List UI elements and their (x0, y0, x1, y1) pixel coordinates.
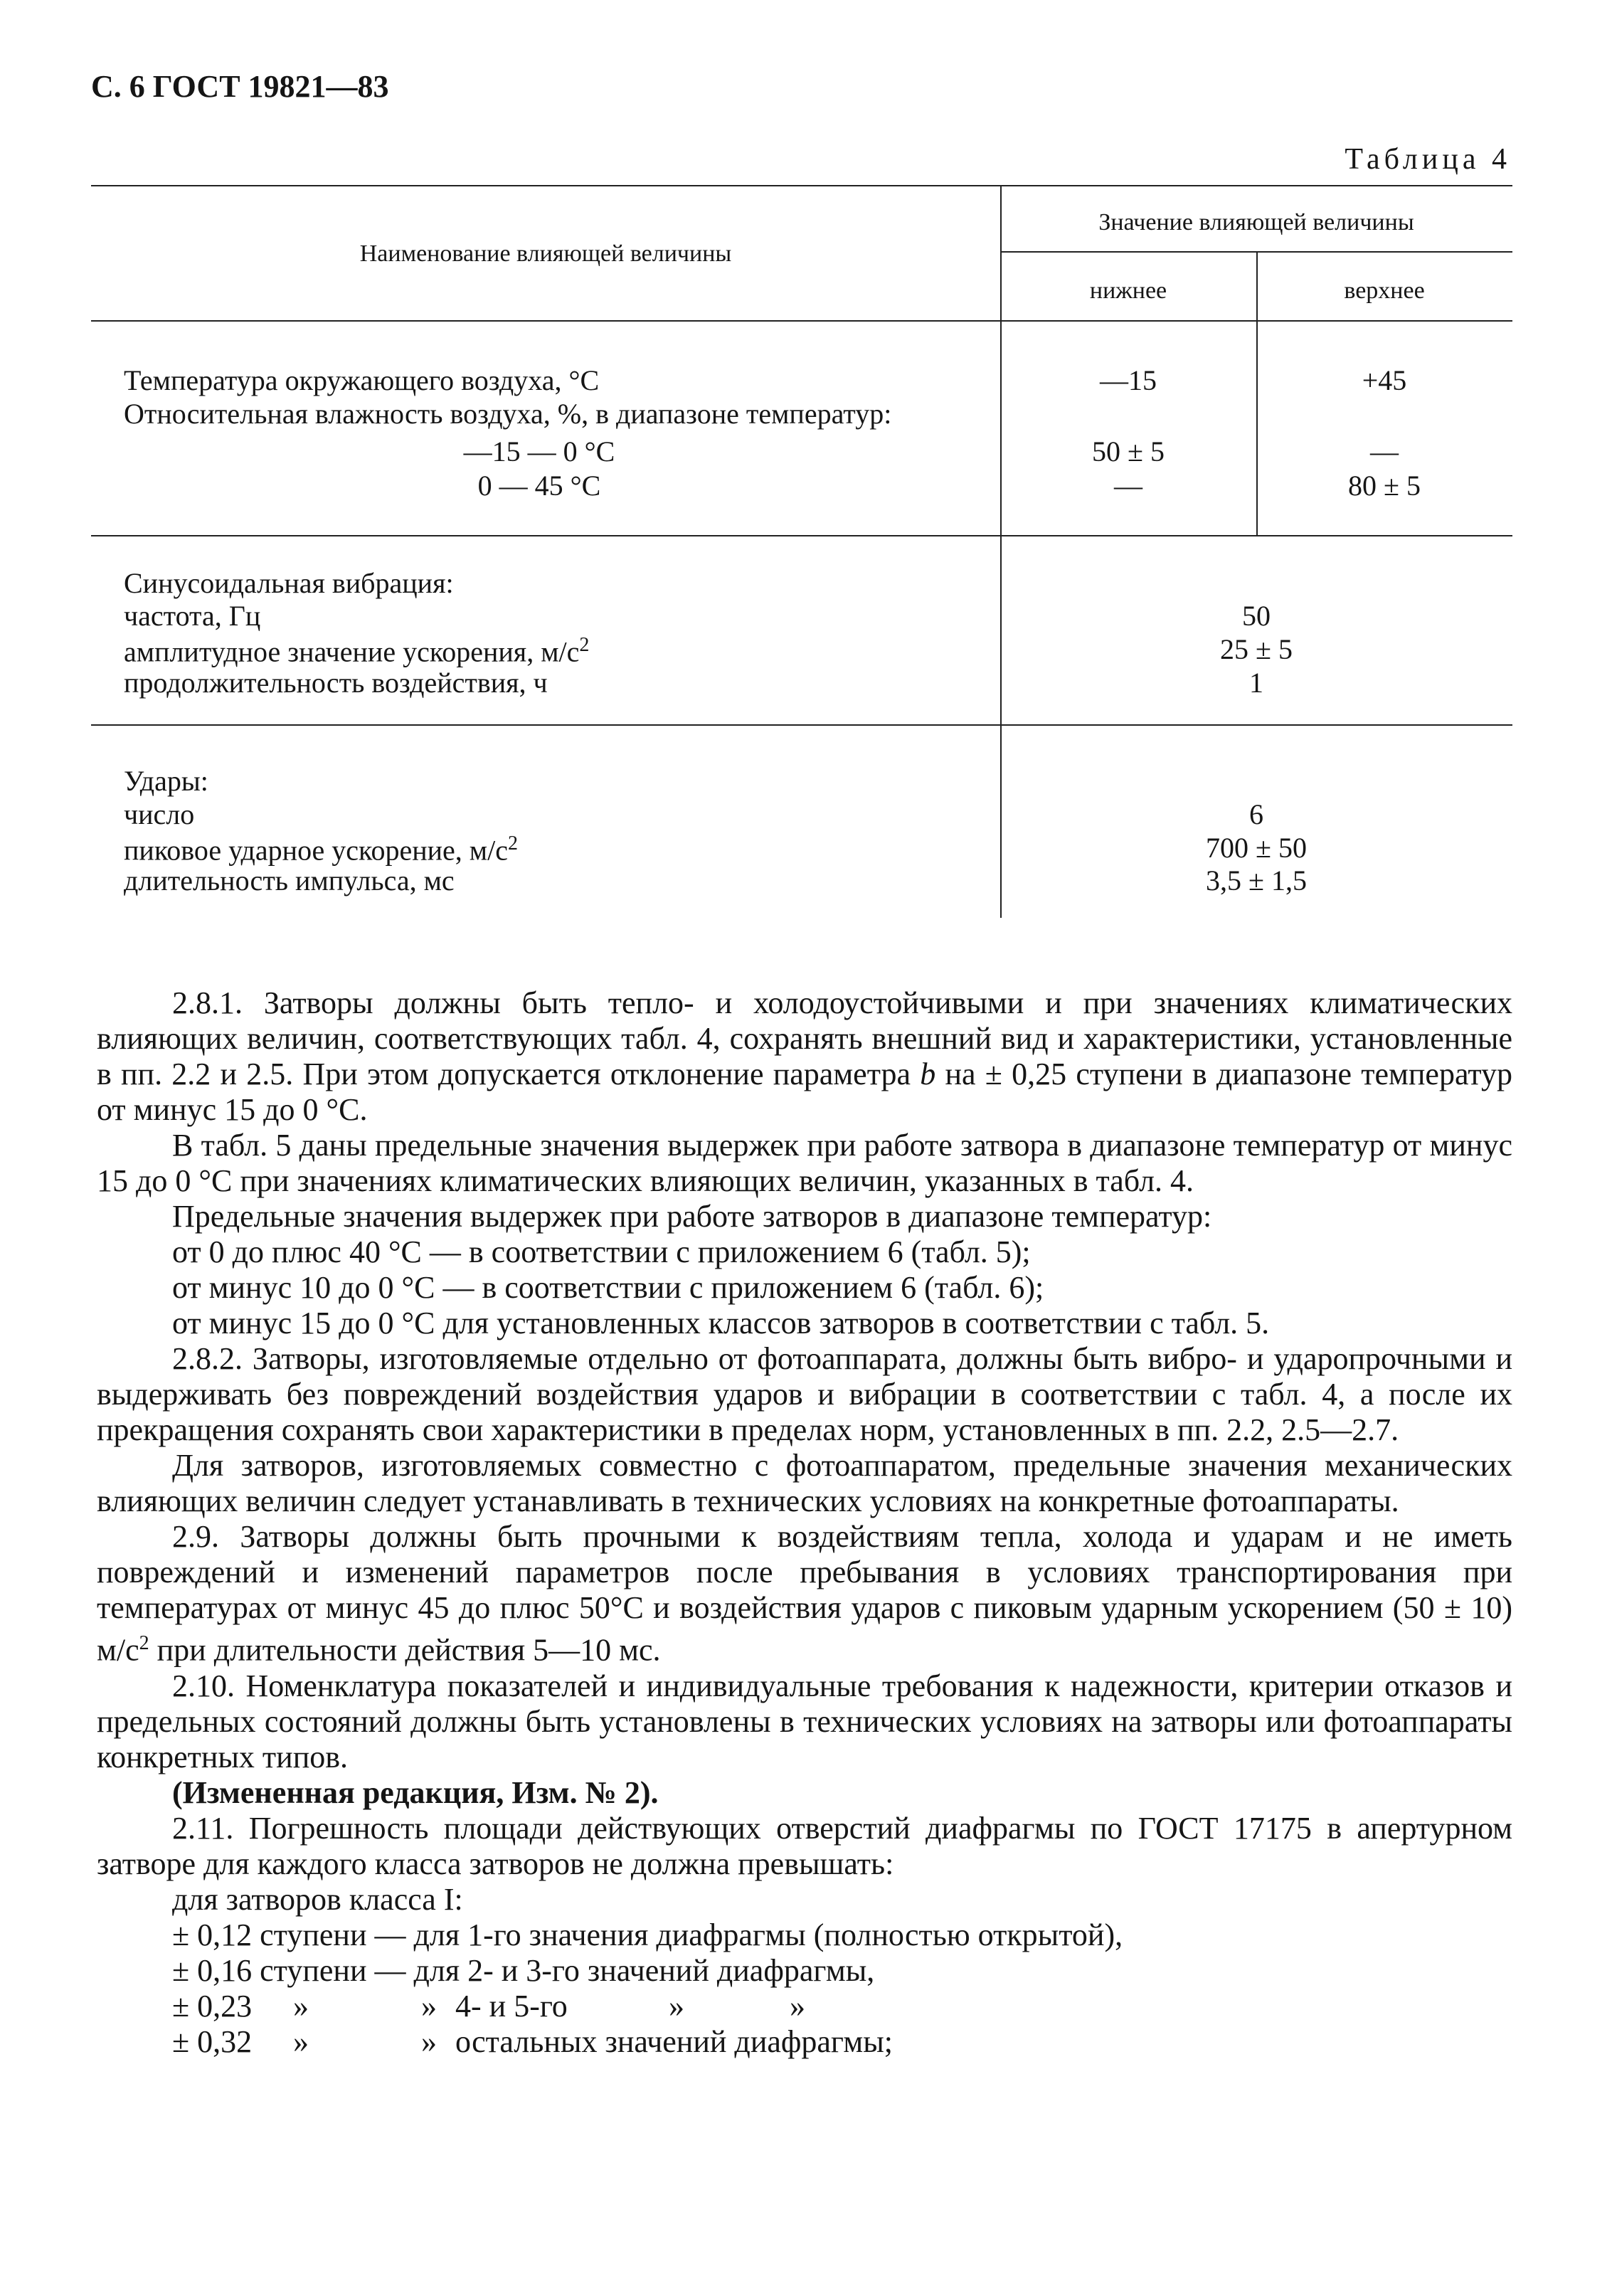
vibration-row-value: 50 (1242, 600, 1271, 632)
climate-row-lower: 50 ± 5 (1092, 435, 1165, 467)
paragraph-2-8-2: 2.8.2. Затворы, изготовляемые отдельно от фотоаппарата, должны быть вибро- и ударопрочными и выдерживать без повреждений воздействия ударов и вибрации в соответствии с табл. 4, а после их прекращения сохранять свои характеристики в пределах норм, установленных в пп. 2.2, 2.5—2.7. (97, 1341, 1512, 1447)
list-item: для затворов класса I: (172, 1881, 463, 1917)
climate-row-name: 0 — 45 °С (477, 470, 601, 502)
climate-row-upper: +45 (1362, 364, 1407, 396)
body-text (97, 985, 1512, 2060)
header-bottom-rule (91, 320, 1512, 322)
vibration-row-value: 25 ± 5 (1220, 633, 1293, 665)
column-divider (1000, 185, 1002, 918)
shocks-row-name: число (124, 798, 195, 830)
table-caption: Таблица 4 (1345, 143, 1511, 176)
paragraph: В табл. 5 даны предельные значения выдержек при работе затвора в диапазоне температур от минус 15 до 0 °С при значениях климатических влияющих величин, указанных в табл. 4. (97, 1128, 1512, 1198)
col-lower-header: нижнее (1089, 277, 1167, 304)
table-4 (91, 185, 1512, 918)
col-value-header: Значение влияющей величины (1098, 209, 1414, 236)
shocks-row-value: 3,5 ± 1,5 (1206, 864, 1307, 896)
shocks-row-name: длительность импульса, мс (124, 864, 455, 896)
shocks-row-value: 700 ± 50 (1206, 832, 1307, 864)
paragraph-2-11: 2.11. Погрешность площади действующих отверстий диафрагмы по ГОСТ 17175 в апертурном затворе для каждого класса затворов не должна превышать: (97, 1810, 1512, 1881)
vibration-row-value: 1 (1249, 667, 1263, 699)
vibration-row-name: амплитудное значение ускорения, $м/с^2$ (124, 634, 590, 668)
shocks-row-value: 6 (1249, 798, 1263, 830)
shocks-row-name: пиковое ударное ускорение, $м/с^2$ (124, 832, 518, 867)
list-item: от 0 до плюс 40 °С — в соответствии с приложением 6 (табл. 5); (172, 1234, 1031, 1269)
vibration-row-name: частота, Гц (124, 600, 261, 632)
col-name-header: Наименование влияющей величины (359, 240, 732, 267)
page-header: С. 6 ГОСТ 19821—83 (91, 69, 389, 104)
climate-row-upper: — (1370, 435, 1399, 467)
superscript: 2 (139, 1632, 149, 1654)
table-top-rule (91, 185, 1512, 186)
climate-row-name: —15 — 0 °С (463, 435, 615, 467)
climate-row-lower: —15 (1100, 364, 1157, 396)
paragraph: Для затворов, изготовляемых совместно с фотоаппаратом, предельные значения механических влияющих величин следует устанавливать в технических условиях на конкретные фотоаппараты. (97, 1448, 1512, 1518)
superscript: 2 (507, 832, 518, 855)
section-rule-2 (91, 724, 1512, 726)
paragraph-2-10: 2.10. Номенклатура показателей и индивидуальные требования к надежности, критерии отказов и предельных состояний должны быть установлены в технических условиях на затворы или фотоаппараты конкретных типов. (97, 1668, 1512, 1774)
climate-row-upper: 80 ± 5 (1348, 470, 1421, 502)
climate-row-lower: — (1114, 470, 1142, 502)
superscript: 2 (579, 634, 590, 656)
list-item: ± 0,16 ступени — для 2- и 3-го значений диафрагмы, (172, 1952, 875, 1988)
climate-row-name: Температура окружающего воздуха, °С (124, 364, 600, 396)
col-upper-header: верхнее (1344, 277, 1425, 304)
amendment-note: (Измененная редакция, Изм. № 2). (172, 1774, 659, 1810)
parameter-b: b (920, 1057, 936, 1091)
list-item: от минус 15 до 0 °С для установленных классов затворов в соответствии с табл. 5. (172, 1306, 1270, 1340)
climate-row-name: Относительная влажность воздуха, %, в диапазоне температур: (124, 398, 892, 430)
list-item: от минус 10 до 0 °С — в соответствии с приложением 6 (табл. 6); (172, 1270, 1044, 1305)
shocks-title: Удары: (124, 765, 208, 797)
vibration-title: Синусоидальная вибрация: (124, 567, 454, 599)
paragraph: Предельные значения выдержек при работе затворов в диапазоне температур: (172, 1199, 1212, 1234)
section-rule-1 (91, 535, 1512, 536)
paragraph-2-9: 2.9. Затворы должны быть прочными к воздействиям тепла, холода и ударам и не иметь повреждений и изменений параметров после пребывания в условиях транспортирования при температурах от минус 45 до плюс 50°С и воздействия ударов с пиковым ударным ускорением (50 ± 10) $м/с^2$ при длительности действия 5—10 мс. (97, 1519, 1512, 1668)
subcolumn-divider (1256, 251, 1258, 535)
vibration-row-name: продолжительность воздействия, ч (124, 667, 548, 699)
list-item: ± 0,32 » » остальных значений диафрагмы; (172, 2023, 894, 2059)
paragraph-2-8-1: 2.8.1. Затворы должны быть тепло- и холодоустойчивыми и при значениях климатических влияющих величин, соответствующих табл. 4, сохранять внешний вид и характеристики, установленные в пп. 2.2 и 2.5. При этом допускается отклонение параметра b на ± 0,25 ступени в диапазоне температур от минус 15 до 0 °С. (97, 985, 1512, 1127)
list-item: ± 0,12 ступени — для 1-го значения диафрагмы (полностью открытой), (172, 1917, 1123, 1952)
list-item: ± 0,23 » » 4- и 5-го » » (172, 1988, 805, 2023)
